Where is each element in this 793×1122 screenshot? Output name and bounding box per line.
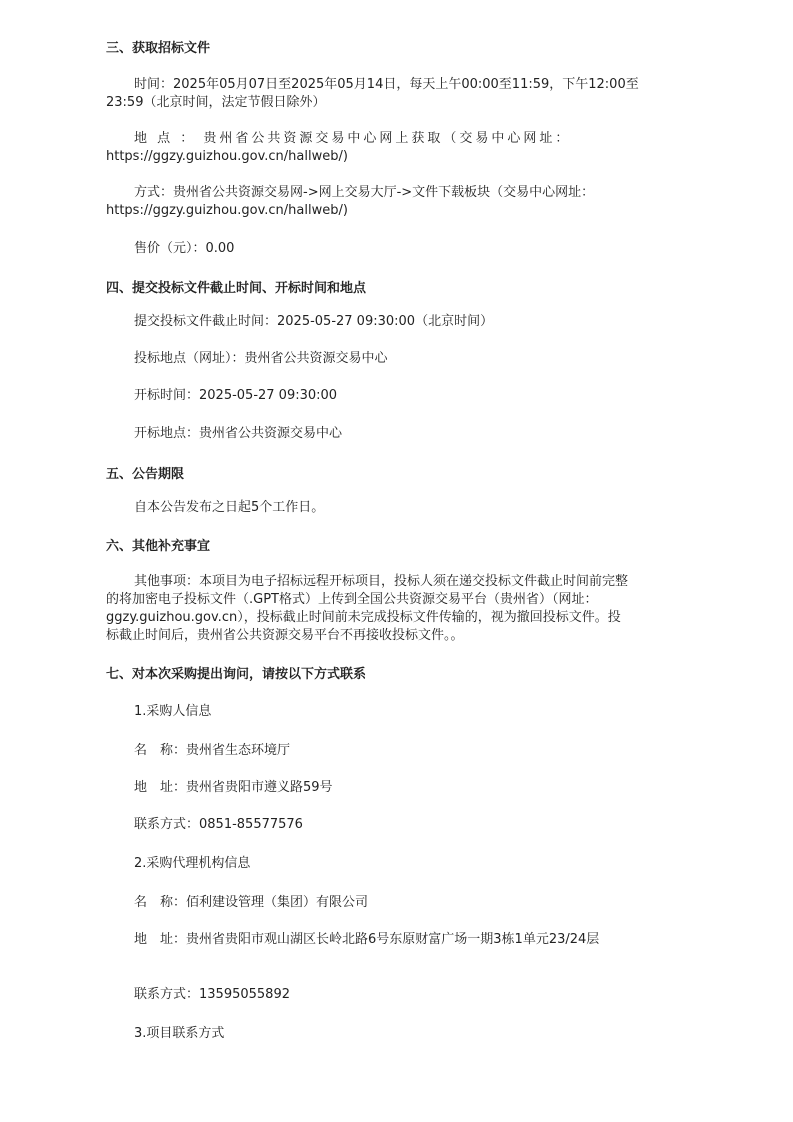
s4-deadline: 提交投标文件截止时间：2025-05-27 09:30:00（北京时间） (134, 314, 494, 329)
s4-open-place: 开标地点：贵州省公共资源交易中心 (134, 426, 343, 441)
s3-place-url: https://ggzy.guizhou.gov.cn/hallweb/) (106, 149, 348, 164)
s7-purchaser-phone: 联系方式：0851-85577576 (134, 817, 303, 832)
s7-agency-name: 名 称：佰利建设管理（集团）有限公司 (134, 895, 369, 910)
s7-agency-phone: 联系方式：13595055892 (134, 987, 290, 1002)
s7-purchaser-address: 地 址：贵州省贵阳市遵义路59号 (134, 780, 333, 795)
s4-open-time: 开标时间：2025-05-27 09:30:00 (134, 388, 338, 403)
s6-line-1: 其他事项：本项目为电子招标远程开标项目，投标人须在递交投标文件截止时间前完整 (134, 574, 629, 589)
s7-subheading-purchaser: 1.采购人信息 (134, 704, 212, 719)
s7-subheading-project-contact: 3.项目联系方式 (134, 1026, 225, 1041)
s6-line-3: ggzy.guizhou.gov.cn），投标截止时间前未完成投标文件传输的，视为撤回投标文件。投 (106, 610, 621, 625)
section-6-heading: 六、其他补充事宜 (106, 539, 211, 554)
section-5-heading: 五、公告期限 (106, 467, 185, 482)
s3-time-line-2: 23:59（北京时间，法定节假日除外） (106, 95, 326, 110)
section-3-heading: 三、获取招标文件 (106, 41, 211, 56)
s3-price: 售价（元）：0.00 (134, 241, 235, 256)
section-7-heading: 七、对本次采购提出询问，请按以下方式联系 (106, 667, 367, 682)
s3-method-url: https://ggzy.guizhou.gov.cn/hallweb/) (106, 203, 348, 218)
s3-time-line-1: 时间：2025年05月07日至2025年05月14日，每天上午00:00至11:59，下午12:00至 (134, 77, 639, 92)
s7-purchaser-name: 名 称：贵州省生态环境厅 (134, 743, 291, 758)
s7-agency-address: 地 址：贵州省贵阳市观山湖区长岭北路6号东原财富广场一期3栋1单元23/24层 (134, 932, 600, 947)
s4-bid-place: 投标地点（网址）：贵州省公共资源交易中心 (134, 351, 388, 366)
s3-place-line-1: 地 点 ： 贵州省公共资源交易中心网上获取（交易中心网址： (134, 131, 572, 146)
s7-subheading-agency: 2.采购代理机构信息 (134, 856, 251, 871)
s6-line-2: 的将加密电子投标文件（.GPT格式）上传到全国公共资源交易平台（贵州省）（网址： (106, 592, 598, 607)
s3-method-line-1: 方式：贵州省公共资源交易网->网上交易大厅->文件下载板块（交易中心网址： (134, 185, 595, 200)
s5-text: 自本公告发布之日起5个工作日。 (134, 500, 325, 515)
s6-line-4: 标截止时间后，贵州省公共资源交易平台不再接收投标文件。。 (106, 628, 464, 643)
section-4-heading: 四、提交投标文件截止时间、开标时间和地点 (106, 281, 367, 296)
